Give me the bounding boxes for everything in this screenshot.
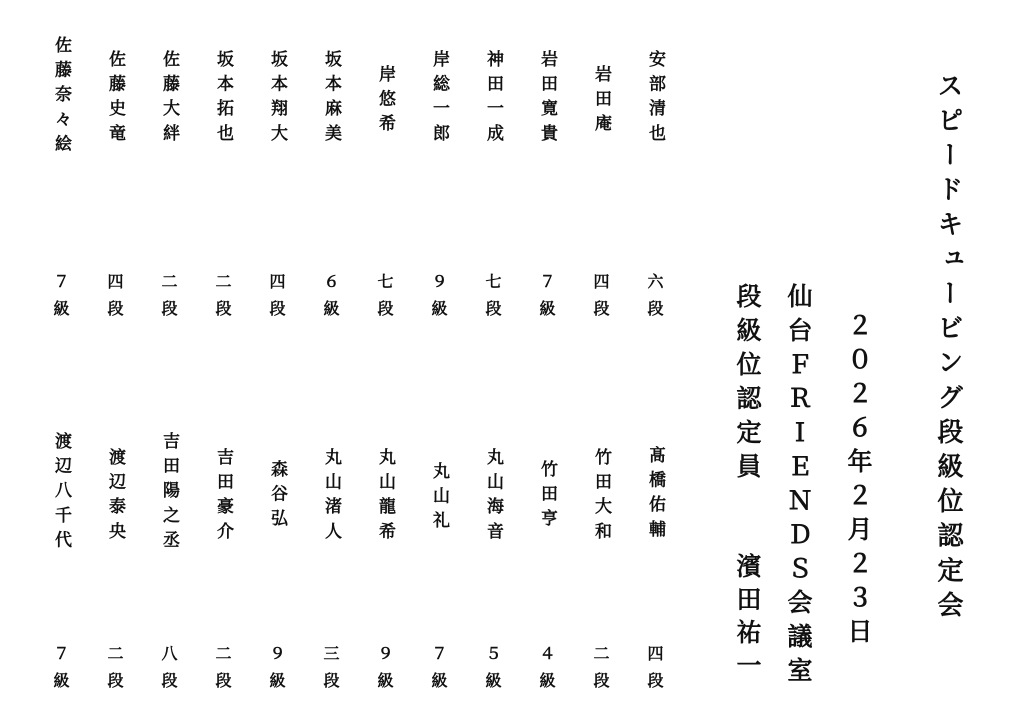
participant-rank-lower: 四段 <box>645 645 664 699</box>
participant-name-upper: 岸総一郎 <box>429 50 449 149</box>
participant-name-upper: 坂本拓也 <box>213 50 233 149</box>
participant-rank-lower: 八段 <box>159 645 178 699</box>
participant-name-lower: 吉田豪介 <box>213 448 233 547</box>
participant-rank-lower: ９級 <box>267 645 286 699</box>
participant-name-lower: 吉田陽之丞 <box>159 432 179 555</box>
participant-name-upper: 佐藤大絆 <box>159 50 179 149</box>
participant-name-lower: 森谷弘 <box>267 460 287 534</box>
participant-rank-upper: 二段 <box>213 273 232 327</box>
participant-rank-lower: ９級 <box>375 645 394 699</box>
event-date: ２０２６年２月２３日 <box>844 312 873 652</box>
participant-rank-upper: ９級 <box>429 273 448 327</box>
participant-name-lower: 丸山龍希 <box>375 448 395 547</box>
participant-rank-upper: 四段 <box>267 273 286 327</box>
participant-rank-upper: 六段 <box>645 273 664 327</box>
examiner-name: 濱田祐一 <box>733 553 762 685</box>
participant-name-upper: 坂本翔大 <box>267 50 287 149</box>
event-title: スピードキュービング段級位認定会 <box>933 72 963 626</box>
participant-name-upper: 安部清也 <box>645 50 665 149</box>
participant-rank-lower: ７級 <box>51 645 70 699</box>
participant-name-lower: 丸山礼 <box>429 462 449 536</box>
participant-name-lower: 渡辺泰央 <box>105 448 125 547</box>
participant-rank-upper: 四段 <box>105 273 124 327</box>
participant-name-upper: 坂本麻美 <box>321 50 341 149</box>
participant-rank-upper: 七段 <box>375 273 394 327</box>
participant-name-lower: 竹田大和 <box>591 448 611 547</box>
participant-name-upper: 神田一成 <box>483 50 503 149</box>
participant-rank-lower: ５級 <box>483 645 502 699</box>
participant-rank-lower: 三段 <box>321 645 340 699</box>
participant-name-upper: 佐藤奈々絵 <box>51 36 71 159</box>
participant-name-lower: 竹田亨 <box>537 460 557 534</box>
participant-name-upper: 岩田寛貴 <box>537 50 557 149</box>
participant-rank-upper: ６級 <box>321 273 340 327</box>
participant-rank-lower: 二段 <box>213 645 232 699</box>
participant-name-upper: 佐藤史竜 <box>105 50 125 149</box>
participant-rank-upper: 七段 <box>483 273 502 327</box>
participant-rank-lower: ４級 <box>537 645 556 699</box>
participant-name-upper: 岩田庵 <box>591 65 611 139</box>
participant-rank-lower: 二段 <box>105 645 124 699</box>
examiner-role: 段級位認定員 <box>733 283 762 487</box>
event-venue: 仙台ＦＲＩＥＮＤＳ会議室 <box>784 283 813 691</box>
participant-name-lower: 渡辺八千代 <box>51 432 71 555</box>
participant-rank-upper: ７級 <box>537 273 556 327</box>
participant-rank-upper: 四段 <box>591 273 610 327</box>
participant-rank-lower: 二段 <box>591 645 610 699</box>
participant-rank-upper: ７級 <box>51 273 70 327</box>
participant-name-lower: 髙橋佑輔 <box>645 446 665 545</box>
participant-rank-upper: 二段 <box>159 273 178 327</box>
participant-name-lower: 丸山海音 <box>483 448 503 547</box>
participant-name-lower: 丸山渚人 <box>321 448 341 547</box>
participant-rank-lower: ７級 <box>429 645 448 699</box>
participant-name-upper: 岸悠希 <box>375 65 395 139</box>
